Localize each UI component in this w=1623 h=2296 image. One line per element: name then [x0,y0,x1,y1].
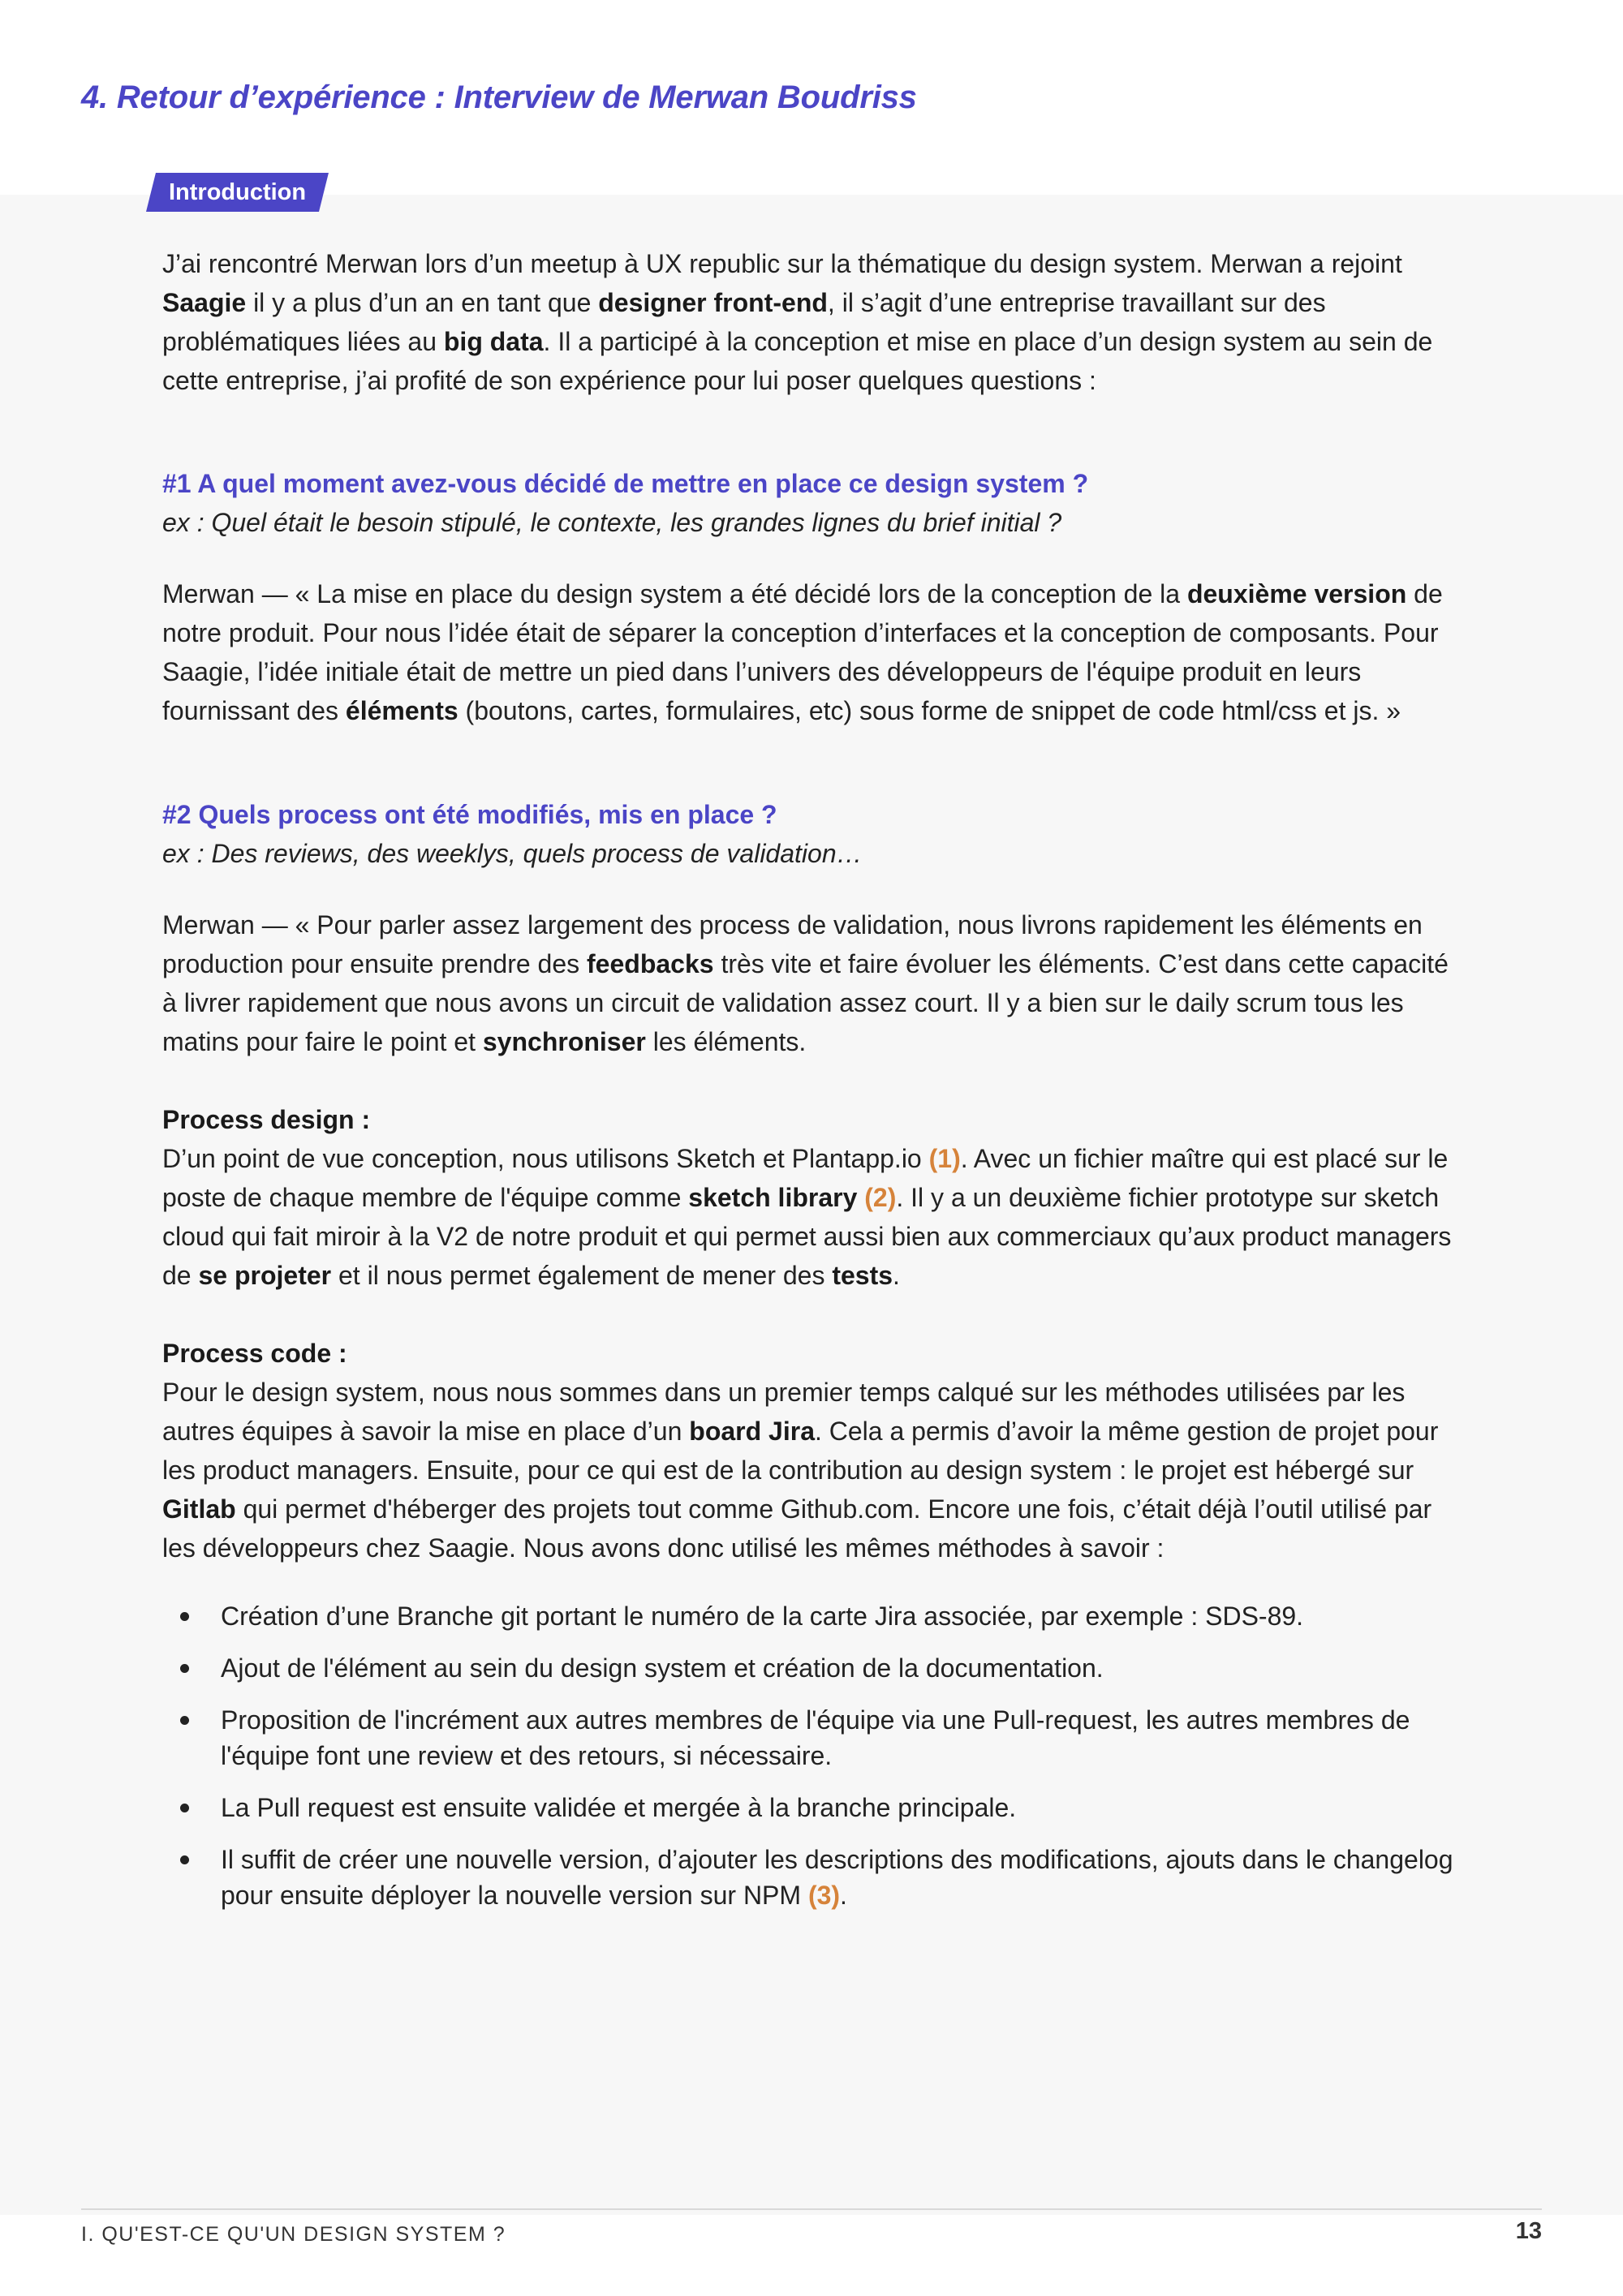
answer-2-text: très vite et faire évoluer les éléments. C’est dans cette capacité à livrer rapidement que nous avons un circuit de validation assez court. Il y a bien sur le daily scrum tous les matins pour faire le point et [162,949,1449,1056]
answer-1-bold: deuxième version [1186,579,1407,608]
question-1-title: #1 A quel moment avez-vous décidé de mettre en place ce design system ? [162,469,1089,498]
design-text: . Il y a un deuxième fichier prototype sur sketch cloud qui fait miroir à la V2 de notre produit et qui permet aussi bien aux commerciaux qu’aux product managers de [162,1183,1452,1290]
design-bold: sketch library [688,1183,858,1212]
question-2-title: #2 Quels process ont été modifiés, mis en place ? [162,800,777,829]
footer-section-title: I. QU'EST-CE QU'UN DESIGN SYSTEM ? [81,2223,506,2246]
design-text: et il nous permet également de mener des [331,1261,833,1290]
answer-1 [162,574,1461,730]
footer-divider [81,2208,1542,2210]
design-bold: se projeter [198,1261,332,1290]
process-code-heading: Process code : [162,1339,347,1368]
answer-1-text: (boutons, cartes, formulaires, etc) sous forme de snippet de code html/css et js. » [458,696,1401,725]
list-item [162,1842,1461,1913]
code-text: . Cela a permis d’avoir la même gestion de projet pour les product managers. Ensuite, pour ce qui est de la contribution au design system : le projet est hébergé sur [162,1417,1439,1485]
design-text: D’un point de vue conception, nous utilisons Sketch et Plantapp.io [162,1144,929,1173]
question-1-subtitle: ex : Quel était le besoin stipulé, le contexte, les grandes lignes du brief initial ? [162,508,1062,537]
list-item-text: Il suffit de créer une nouvelle version, d’ajouter les descriptions des modifications, ajouts dans le changelog pour ensuite déployer la nouvelle version sur NPM [221,1845,1453,1910]
page-number: 13 [1515,2218,1542,2244]
process-code-paragraph [162,1373,1461,1567]
answer-1-text: Merwan — « La mise en place du design system a été décidé lors de la conception de la [162,579,1187,608]
process-design-paragraph [162,1139,1461,1295]
page-title: 4. Retour d’expérience : Interview de Merwan Boudriss [81,80,917,115]
code-bold: board Jira [689,1417,815,1446]
code-bold: Gitlab [162,1494,236,1524]
intro-bold: Saagie [162,288,247,317]
reference-2: (2) [864,1183,897,1212]
bullet-icon [180,1664,189,1673]
question-2-subtitle: ex : Des reviews, des weeklys, quels process de validation… [162,839,863,868]
list-item [162,1598,1461,1634]
code-text: Pour le design system, nous nous sommes dans un premier temps calqué sur les méthodes utilisées par les autres équipes à savoir la mise en place d’un [162,1378,1406,1446]
list-item-text: Proposition de l'incrément aux autres membres de l'équipe via une Pull-request, les autres membres de l'équipe font une review et des retours, si nécessaire. [221,1705,1410,1770]
process-code [162,1334,1461,1567]
process-steps-list [162,1598,1461,1929]
design-text: . [893,1261,900,1290]
answer-2-text: Merwan — « Pour parler assez largement des process de validation, nous livrons rapidement les éléments en production pour ensuite prendre des [162,910,1423,978]
design-text: . Avec un fichier maître qui est placé sur le poste de chaque membre de l'équipe comme [162,1144,1449,1212]
section-badge-label: Introduction [168,179,307,205]
list-item [162,1650,1461,1686]
list-item-text: La Pull request est ensuite validée et mergée à la branche principale. [221,1793,1017,1822]
intro-text: . Il a participé à la conception et mise en place d’un design system au sein de cette entreprise, j’ai profité de son expérience pour lui poser quelques questions : [162,327,1433,395]
design-bold: tests [832,1261,893,1290]
bullet-icon [180,1804,189,1812]
intro-bold: designer front-end [598,288,828,317]
list-item [162,1790,1461,1825]
answer-2-bold: synchroniser [482,1027,646,1056]
answer-2 [162,905,1461,1061]
code-text: qui permet d'héberger des projets tout comme Github.com. Encore une fois, c’était déjà l’outil utilisé par les développeurs chez Saagie. Nous avons donc utilisé les mêmes méthodes à savoir : [162,1494,1432,1563]
process-design [162,1100,1461,1295]
process-design-heading: Process design : [162,1105,371,1134]
list-item [162,1702,1461,1774]
question-1 [162,464,1461,542]
intro-text: il y a plus d’un an en tant que [246,288,599,317]
answer-1-text: de notre produit. Pour nous l’idée était de séparer la conception d’interfaces et la conception de composants. Pour Saagie, l’idée initiale était de mettre un pied dans l’univers des développeurs de l'équipe produit en leurs fournissant des [162,579,1443,725]
intro-text: , il s’agit d’une entreprise travaillant sur des problématiques liées au [162,288,1326,356]
answer-2-bold: feedbacks [587,949,714,978]
intro-paragraph [162,244,1461,400]
reference-3: (3) [807,1881,841,1910]
section-badge [146,173,329,212]
answer-2-text: les éléments. [645,1027,807,1056]
list-item-text: . [840,1881,847,1910]
reference-1: (1) [928,1144,961,1173]
list-item-text: Création d’une Branche git portant le numéro de la carte Jira associée, par exemple : SDS-89. [221,1602,1304,1631]
question-2 [162,795,1461,873]
bullet-icon [180,1612,189,1621]
list-item-text: Ajout de l'élément au sein du design system et création de la documentation. [221,1653,1104,1683]
bullet-icon [180,1855,189,1864]
bullet-icon [180,1716,189,1725]
answer-1-bold: éléments [345,696,458,725]
intro-text: J’ai rencontré Merwan lors d’un meetup à UX republic sur la thématique du design system. Merwan a rejoint [162,249,1402,278]
intro-bold: big data [443,327,544,356]
